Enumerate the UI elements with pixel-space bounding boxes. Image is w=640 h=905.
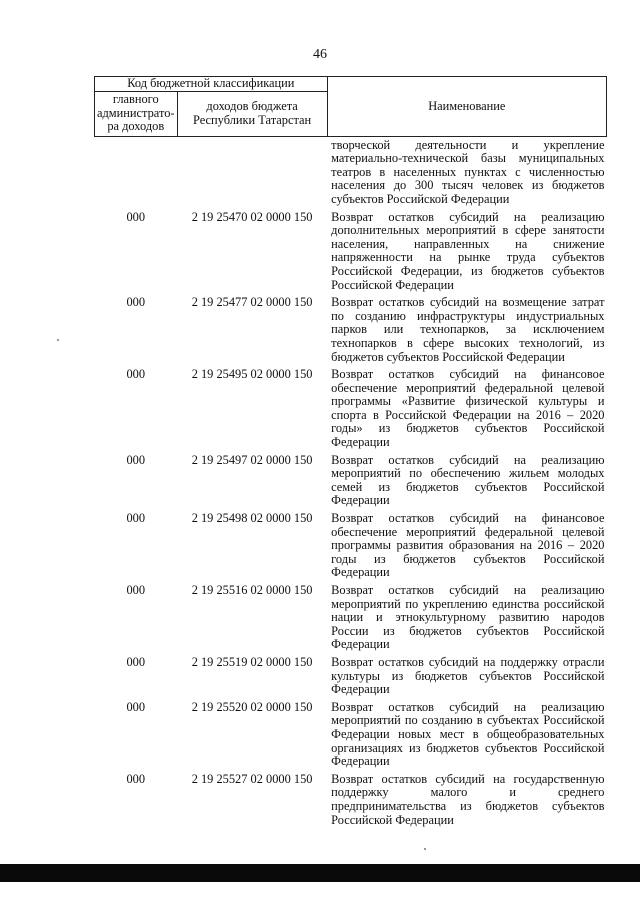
name-cell: Возврат остатков субсидий на государственную поддержку малого и среднего предпринимательства из бюджетов субъектов Российской Федерации bbox=[331, 771, 605, 827]
admin-code-cell: 000 bbox=[126, 295, 146, 310]
table-row bbox=[95, 452, 607, 510]
admin-code-cell: 000 bbox=[126, 699, 146, 714]
income-code-cell: 2 19 25495 02 0000 150 bbox=[191, 367, 313, 382]
income-code-cell: 2 19 25477 02 0000 150 bbox=[191, 295, 313, 310]
income-code-cell bbox=[177, 136, 327, 208]
table-body bbox=[95, 136, 607, 829]
admin-code-cell: 000 bbox=[126, 367, 146, 382]
name-cell: Возврат остатков субсидий на реализацию мероприятий по обеспечению жильем молодых семей из бюджетов субъектов Российской Федерации bbox=[331, 452, 605, 508]
header-name: Наименование bbox=[327, 77, 606, 137]
scan-speck bbox=[57, 339, 59, 341]
name-cell: Возврат остатков субсидий на поддержку отрасли культуры из бюджетов субъектов Российской Федерации bbox=[331, 654, 605, 697]
header-budget-classification-code: Код бюджетной классификации bbox=[95, 77, 328, 92]
table-row bbox=[95, 771, 607, 829]
table-row bbox=[95, 582, 607, 654]
name-cell: Возврат остатков субсидий на финансовое обеспечение мероприятий федеральной целевой программы «Развитие физической культуры и спорта в Российской Федерации на 2016 – 2020 годы» из бюджетов субъектов Российской Федерации bbox=[331, 367, 605, 450]
income-code-cell: 2 19 25520 02 0000 150 bbox=[191, 699, 313, 714]
name-cell: Возврат остатков субсидий на реализацию мероприятий по созданию в субъектах Российской Федерации новых мест в общеобразовательных организациях из бюджетов субъектов Российской Федерации bbox=[331, 699, 605, 769]
table-row bbox=[95, 699, 607, 771]
table-header bbox=[95, 77, 607, 137]
table-row bbox=[95, 366, 607, 452]
table-row bbox=[95, 654, 607, 699]
header-main-administrator: главного администрато-ра доходов bbox=[95, 91, 178, 136]
budget-classification-table bbox=[94, 76, 607, 829]
admin-code-cell: 000 bbox=[126, 771, 146, 786]
admin-code-cell bbox=[95, 136, 178, 208]
admin-code-cell: 000 bbox=[126, 583, 146, 597]
table-row bbox=[95, 136, 607, 208]
page-number: 46 bbox=[313, 47, 327, 62]
admin-code-cell: 000 bbox=[126, 209, 146, 224]
name-cell: творческой деятельности и укрепление материально-технической базы муниципальных театров в населенных пунктах с численностью населения до 300 тысяч человек из бюджетов субъектов Российской Федерации bbox=[331, 137, 605, 206]
income-code-cell: 2 19 25470 02 0000 150 bbox=[191, 209, 313, 224]
income-code-cell: 2 19 25516 02 0000 150 bbox=[191, 583, 313, 597]
admin-code-cell: 000 bbox=[126, 452, 146, 467]
name-cell: Возврат остатков субсидий на реализацию дополнительных мероприятий в сфере занятости населения, направленных на снижение напряженности на рынке труда субъектов Российской Федерации, из бюджетов субъектов Российской Федерации bbox=[331, 209, 605, 292]
table-row bbox=[95, 510, 607, 582]
header-income-code: доходов бюджета Республики Татарстан bbox=[177, 91, 327, 136]
income-code-cell: 2 19 25519 02 0000 150 bbox=[191, 654, 313, 669]
name-cell: Возврат остатков субсидий на реализацию мероприятий по укреплению единства российской нации и этнокультурному развитию народов России из бюджетов субъектов Российской Федерации bbox=[331, 583, 605, 652]
name-cell: Возврат остатков субсидий на возмещение затрат по созданию инфраструктуры индустриальных парков или технопарков, за исключением технопарков в сфере высоких технологий, из бюджетов субъектов Российской Федерации bbox=[331, 295, 605, 364]
admin-code-cell: 000 bbox=[126, 654, 146, 669]
income-code-cell: 2 19 25498 02 0000 150 bbox=[191, 511, 313, 526]
admin-code-cell: 000 bbox=[126, 511, 146, 526]
name-cell: Возврат остатков субсидий на финансовое обеспечение мероприятий федеральной целевой программы развития образования на 2016 – 2020 годы из бюджетов субъектов Российской Федерации bbox=[331, 511, 605, 580]
scan-speck bbox=[424, 848, 426, 850]
table-row bbox=[95, 209, 607, 295]
income-code-cell: 2 19 25497 02 0000 150 bbox=[191, 452, 313, 467]
income-code-cell: 2 19 25527 02 0000 150 bbox=[191, 771, 313, 786]
table-row bbox=[95, 294, 607, 366]
scan-bottom-edge bbox=[0, 864, 640, 882]
